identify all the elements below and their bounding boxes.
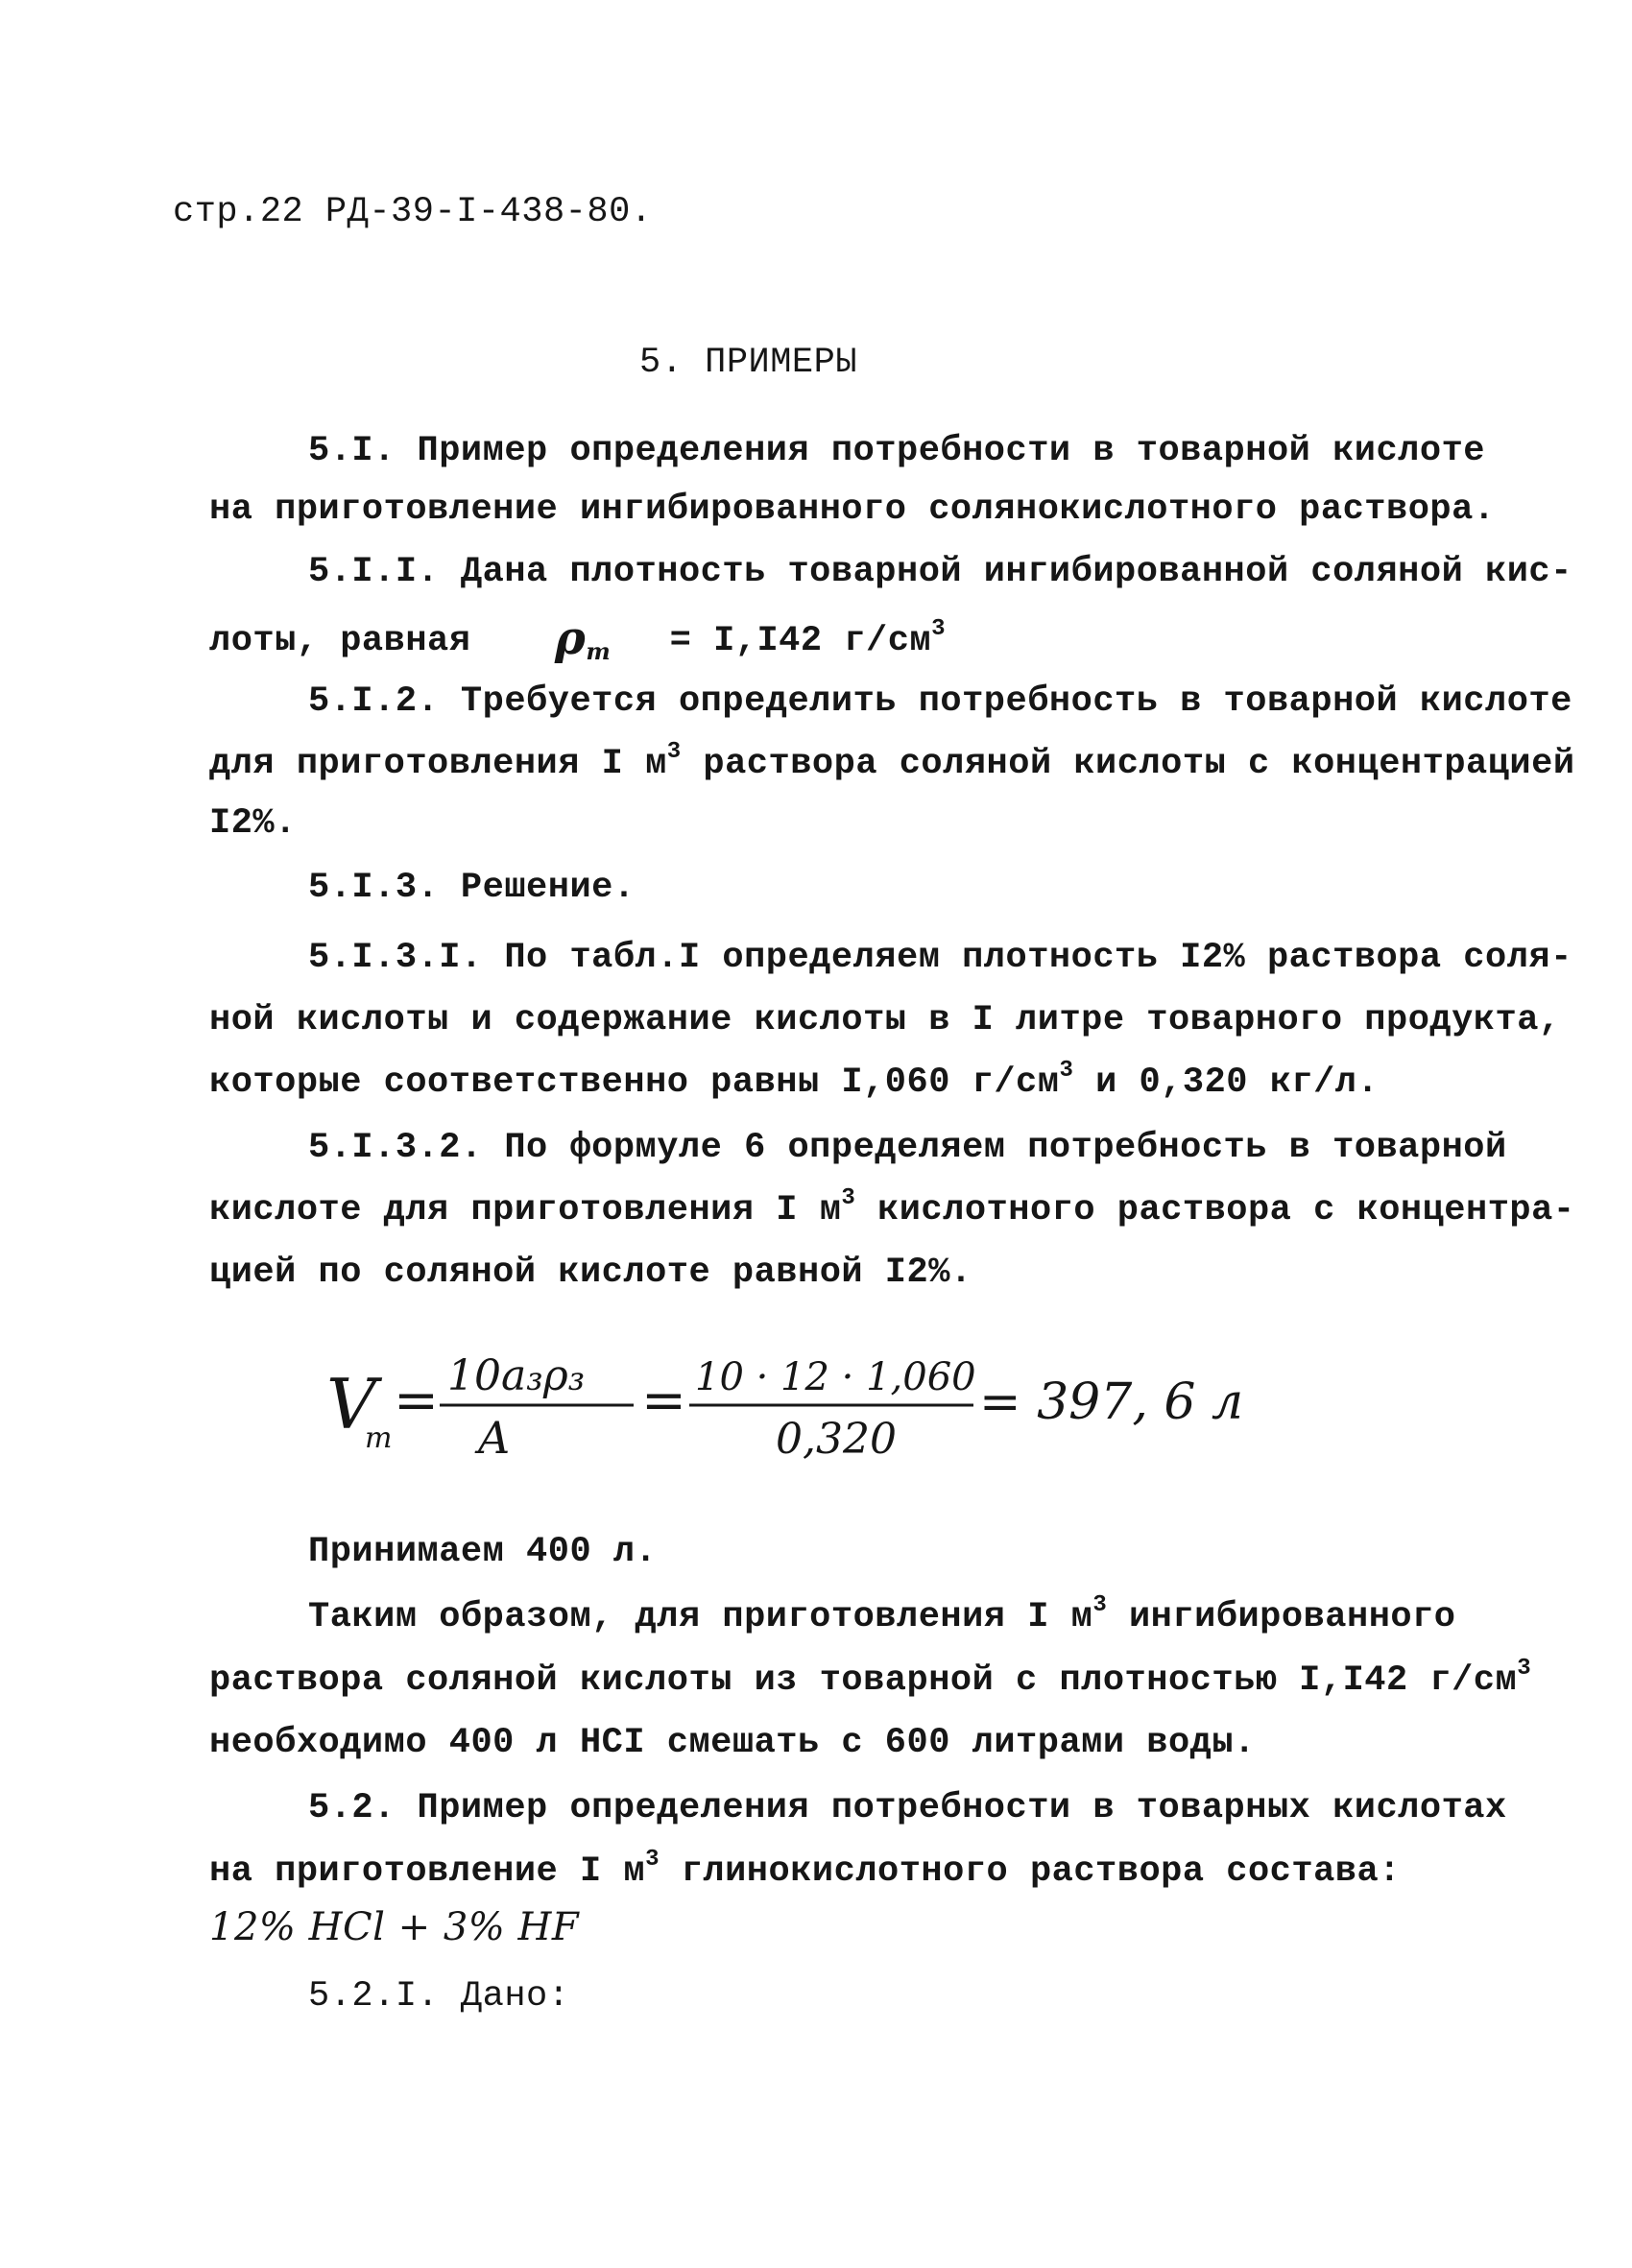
p5132-line3: цией по соляной кислоте равной I2%.: [209, 1253, 972, 1293]
p513-line: 5.I.3. Решение.: [308, 868, 636, 908]
p5131-line1: 5.I.3.I. По табл.I определяем плотность I2% раствора соля-: [308, 938, 1572, 978]
formula: [324, 1342, 1265, 1467]
section-title: 5. ПРИМЕРЫ: [639, 343, 858, 383]
p52-composition: 12% HCl + 3% HF: [209, 1905, 580, 1949]
p5132-line2: [209, 1185, 1575, 1232]
accept-line: Принимаем 400 л.: [308, 1532, 658, 1572]
formula-result: = 397, 6 л: [979, 1373, 1244, 1431]
density-value: = I,I42 г/см: [669, 621, 932, 661]
formula-svg: [324, 1342, 1265, 1467]
rho-symbol: ρ: [554, 611, 587, 665]
p5132-line2-pre: кислоте для приготовления I м: [209, 1190, 842, 1230]
p512-line2: [209, 739, 1575, 786]
p511-line1: 5.I.I. Дана плотность товарной ингибированной соляной кис-: [308, 552, 1572, 592]
p5131-sup: 3: [1059, 1058, 1074, 1084]
p5132-line2-post: кислотного раствора с концентра-: [855, 1190, 1575, 1230]
formula-frac1-den: A: [478, 1412, 511, 1464]
formula-lhs-sub: т: [365, 1421, 393, 1455]
p512-line2-pre: для приготовления I м: [209, 744, 667, 784]
p5131-line3-pre: которые соответственно равны I,060 г/см: [209, 1062, 1060, 1103]
p512-line2-post: раствора соляной кислоты с концентрацией: [681, 744, 1575, 784]
formula-lhs-var: V: [326, 1364, 376, 1444]
p5132-line1: 5.I.3.2. По формуле 6 определяем потребность в товарной: [308, 1128, 1507, 1168]
p5131-line2: ной кислоты и содержание кислоты в I литре товарного продукта,: [209, 1000, 1561, 1040]
conclusion-line1-pre: Таким образом, для приготовления I м: [308, 1597, 1093, 1637]
p52-line2: [209, 1847, 1401, 1894]
p5131-line3-post: и 0,320 кг/л.: [1073, 1062, 1380, 1103]
p512-sup: 3: [666, 739, 682, 765]
p52-sup: 3: [645, 1847, 660, 1873]
p5131-line3: [209, 1058, 1380, 1105]
p512-line3: I2%.: [209, 803, 297, 844]
p511-line2: [209, 612, 946, 664]
formula-eq1: =: [394, 1370, 439, 1432]
p51-line1: 5.I. Пример определения потребности в товарной кислоте: [308, 431, 1485, 471]
p52-line1: 5.2. Пример определения потребности в товарных кислотах: [308, 1788, 1507, 1828]
density-unit-sup: 3: [931, 616, 947, 642]
formula-eq2: =: [641, 1370, 686, 1432]
p5132-sup: 3: [841, 1185, 856, 1211]
p52-line2-post: глинокислотного раствора состава:: [659, 1851, 1401, 1892]
formula-frac1-num: 10a₃ρ₃: [447, 1351, 586, 1400]
p511-line2-text: лоты, равная: [209, 621, 471, 661]
rho-subscript: т: [586, 637, 612, 665]
p51-line2: на приготовление ингибированного солянокислотного раствора.: [209, 489, 1496, 530]
conclusion-line2-pre: раствора соляной кислоты из товарной с плотностью I,I42 г/см: [209, 1660, 1518, 1701]
conclusion-line1-post: ингибированного: [1107, 1597, 1456, 1637]
p52-line2-pre: на приготовление I м: [209, 1851, 646, 1892]
page-header: стр.22 РД-39-I-438-80.: [173, 192, 653, 232]
conclusion-line3: необходимо 400 л HCI смешать с 600 литрами воды.: [209, 1723, 1256, 1763]
conclusion-line2: [209, 1656, 1532, 1703]
formula-frac2-num: 10 · 12 · 1,060: [695, 1355, 976, 1399]
conclusion-line1: [308, 1592, 1456, 1639]
formula-frac2-den: 0,320: [776, 1415, 897, 1464]
conclusion-sup1: 3: [1092, 1592, 1108, 1618]
p521-line: 5.2.I. Дано:: [308, 1976, 570, 2017]
conclusion-sup2: 3: [1517, 1656, 1532, 1682]
p512-line1: 5.I.2. Требуется определить потребность в товарной кислоте: [308, 681, 1572, 722]
